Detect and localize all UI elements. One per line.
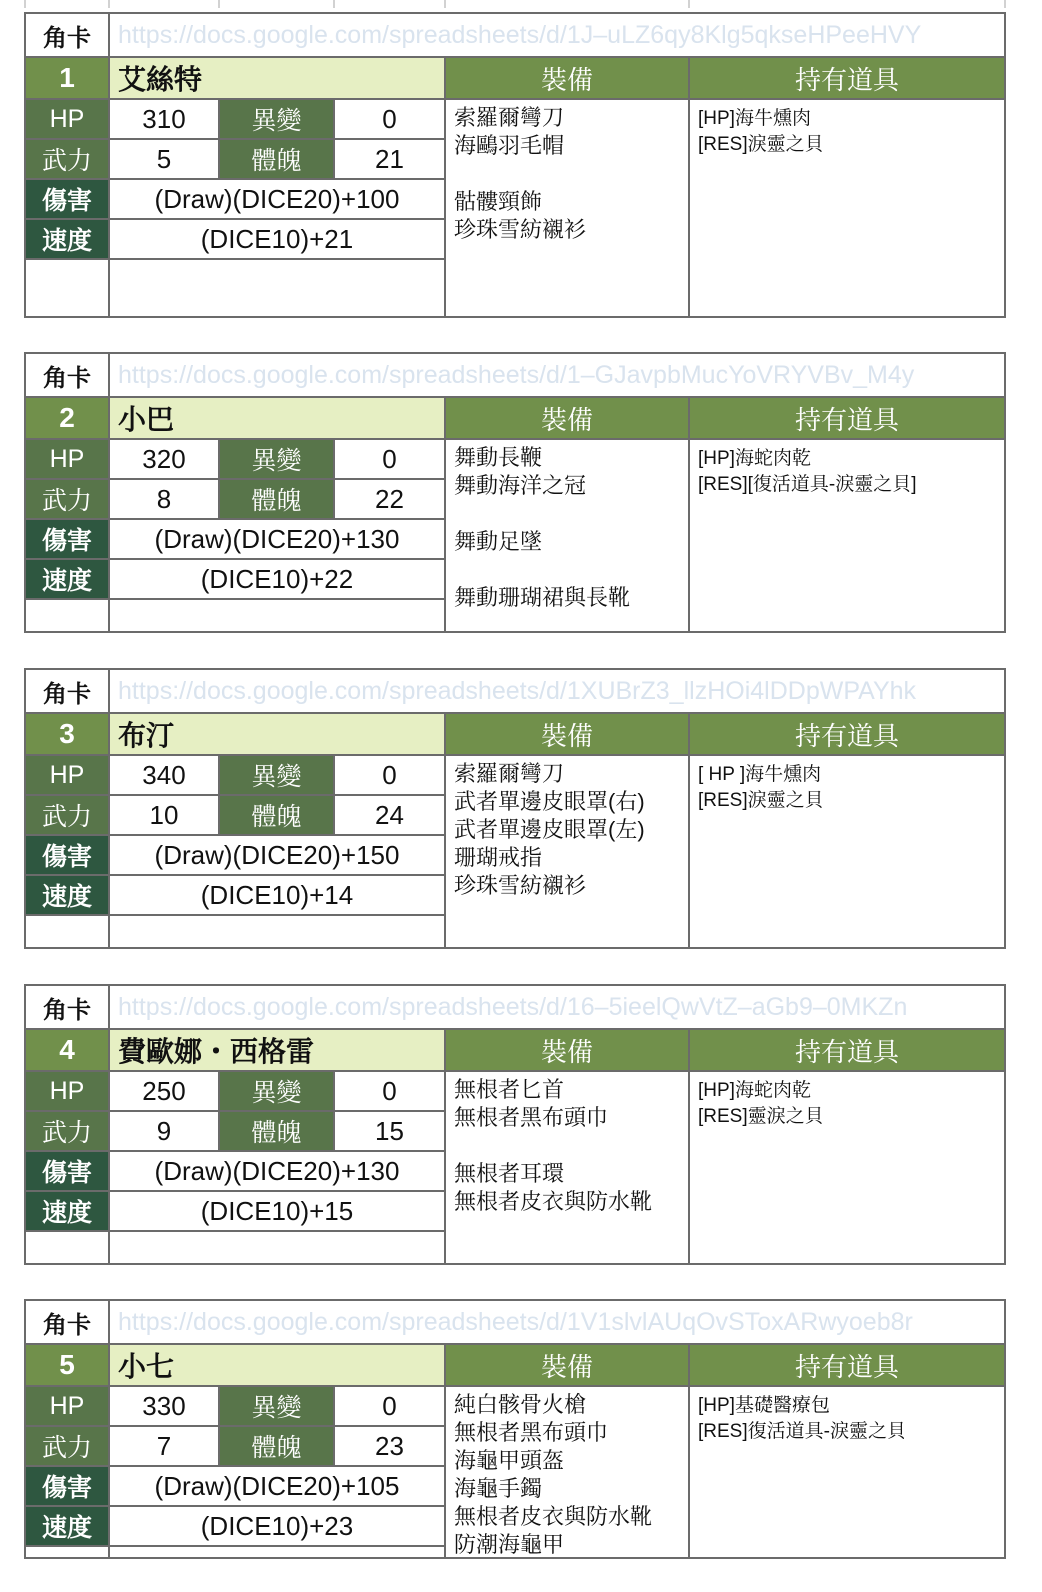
mutation-value: 0 [335, 1387, 444, 1425]
equip-header: 裝備 [446, 1030, 688, 1070]
mutation-label: 異變 [220, 1072, 333, 1110]
force-label: 武力 [26, 796, 108, 834]
speed-value: (DICE10)+22 [110, 560, 444, 598]
hp-value: 340 [110, 756, 218, 794]
items-header: 持有道具 [690, 1030, 1004, 1070]
speed-value: (DICE10)+23 [110, 1507, 444, 1545]
force-label: 武力 [26, 140, 108, 178]
items-header: 持有道具 [690, 1345, 1004, 1385]
hp-label: HP [26, 1387, 108, 1425]
card-label: 角卡 [26, 14, 108, 56]
held-items-list [690, 1387, 1004, 1557]
damage-value: (Draw)(DICE20)+105 [110, 1467, 444, 1505]
equipment-item: 舞動珊瑚裙與長靴 [454, 585, 631, 610]
empty-cell [110, 260, 444, 316]
items-header: 持有道具 [690, 398, 1004, 438]
equipment-item: 武者單邊皮眼罩(左) [454, 817, 645, 842]
damage-value: (Draw)(DICE20)+100 [110, 180, 444, 218]
physique-label: 體魄 [220, 480, 333, 518]
mutation-label: 異變 [220, 1387, 333, 1425]
held-item: [HP]海牛燻肉 [698, 108, 811, 129]
equip-header: 裝備 [446, 714, 688, 754]
physique-value: 24 [335, 796, 444, 834]
equipment-item: 防潮海龜甲 [454, 1532, 565, 1557]
empty-cell [110, 1232, 444, 1263]
damage-label: 傷害 [26, 520, 108, 558]
equipment-item: 無根者黑布頭巾 [454, 1420, 609, 1445]
character-card [24, 352, 1006, 633]
physique-value: 15 [335, 1112, 444, 1150]
damage-value: (Draw)(DICE20)+130 [110, 520, 444, 558]
equipment-item: 海鷗羽毛帽 [454, 133, 565, 158]
equipment-item: 舞動海洋之冠 [454, 473, 587, 498]
damage-value: (Draw)(DICE20)+150 [110, 836, 444, 874]
empty-cell [110, 916, 444, 947]
character-name: 小七 [110, 1345, 444, 1385]
empty-cell [110, 600, 444, 631]
equipment-item: 珊瑚戒指 [454, 845, 543, 870]
hp-value: 310 [110, 100, 218, 138]
equipment-item: 索羅爾彎刀 [454, 105, 565, 130]
held-items-list [690, 100, 1004, 316]
force-label: 武力 [26, 1112, 108, 1150]
empty-cell [26, 1547, 108, 1557]
card-number: 2 [26, 398, 108, 438]
held-item: [HP]海蛇肉乾 [698, 448, 811, 469]
force-label: 武力 [26, 480, 108, 518]
mutation-label: 異變 [220, 100, 333, 138]
held-items-list [690, 1072, 1004, 1263]
speed-value: (DICE10)+14 [110, 876, 444, 914]
equipment-list [446, 1072, 688, 1263]
equipment-item: 舞動足墜 [454, 529, 543, 554]
held-item: [ HP ]海牛燻肉 [698, 764, 822, 785]
physique-value: 22 [335, 480, 444, 518]
previous-row-remnant [0, 0, 1042, 10]
character-card [24, 12, 1006, 318]
card-number: 3 [26, 714, 108, 754]
character-card [24, 1299, 1006, 1559]
force-label: 武力 [26, 1427, 108, 1465]
physique-value: 21 [335, 140, 444, 178]
held-item: [RES]淚靈之貝 [698, 134, 824, 155]
equipment-item: 珍珠雪紡襯衫 [454, 217, 587, 242]
speed-value: (DICE10)+15 [110, 1192, 444, 1230]
equipment-item: 海龜甲頭盔 [454, 1448, 565, 1473]
sheet-link[interactable]: https://docs.google.com/spreadsheets/d/1J–uLZ6qy8Klg5qkseHPeeHVY [110, 14, 1004, 56]
held-item: [HP]海蛇肉乾 [698, 1080, 811, 1101]
mutation-value: 0 [335, 756, 444, 794]
equip-header: 裝備 [446, 398, 688, 438]
damage-label: 傷害 [26, 836, 108, 874]
equipment-item: 武者單邊皮眼罩(右) [454, 789, 645, 814]
hp-value: 330 [110, 1387, 218, 1425]
equipment-item: 無根者匕首 [454, 1077, 565, 1102]
items-header: 持有道具 [690, 58, 1004, 98]
force-value: 8 [110, 480, 218, 518]
physique-value: 23 [335, 1427, 444, 1465]
empty-cell [26, 1232, 108, 1263]
character-name: 小巴 [110, 398, 444, 438]
damage-value: (Draw)(DICE20)+130 [110, 1152, 444, 1190]
damage-label: 傷害 [26, 1467, 108, 1505]
card-number: 5 [26, 1345, 108, 1385]
equipment-item: 無根者黑布頭巾 [454, 1105, 609, 1130]
equipment-item: 骷髏頸飾 [454, 189, 543, 214]
physique-label: 體魄 [220, 1427, 333, 1465]
hp-label: HP [26, 1072, 108, 1110]
speed-label: 速度 [26, 220, 108, 258]
card-label: 角卡 [26, 354, 108, 396]
equipment-item: 海龜手鐲 [454, 1476, 543, 1501]
card-label: 角卡 [26, 1301, 108, 1343]
sheet-link[interactable]: https://docs.google.com/spreadsheets/d/1–GJavpbMucYoVRYVBv_M4y [110, 354, 1004, 396]
equip-header: 裝備 [446, 1345, 688, 1385]
mutation-label: 異變 [220, 756, 333, 794]
sheet-link[interactable]: https://docs.google.com/spreadsheets/d/16–5ieelQwVtZ–aGb9–0MKZn [110, 986, 1004, 1028]
sheet-link[interactable]: https://docs.google.com/spreadsheets/d/1XUBrZ3_llzHOi4lDDpWPAYhk [110, 670, 1004, 712]
speed-label: 速度 [26, 876, 108, 914]
mutation-value: 0 [335, 1072, 444, 1110]
items-header: 持有道具 [690, 714, 1004, 754]
equip-header: 裝備 [446, 58, 688, 98]
character-card [24, 984, 1006, 1265]
force-value: 5 [110, 140, 218, 178]
empty-cell [26, 260, 108, 316]
held-item: [RES][復活道具-淚靈之貝] [698, 474, 917, 495]
physique-label: 體魄 [220, 140, 333, 178]
equipment-item: 索羅爾彎刀 [454, 761, 565, 786]
speed-label: 速度 [26, 1192, 108, 1230]
empty-cell [26, 916, 108, 947]
damage-label: 傷害 [26, 180, 108, 218]
equipment-item: 珍珠雪紡襯衫 [454, 873, 587, 898]
equipment-item: 無根者皮衣與防水靴 [454, 1504, 653, 1529]
card-label: 角卡 [26, 670, 108, 712]
held-items-list [690, 756, 1004, 947]
hp-value: 320 [110, 440, 218, 478]
physique-label: 體魄 [220, 1112, 333, 1150]
hp-value: 250 [110, 1072, 218, 1110]
equipment-list [446, 756, 688, 947]
held-item: [RES]淚靈之貝 [698, 790, 824, 811]
character-card [24, 668, 1006, 949]
speed-value: (DICE10)+21 [110, 220, 444, 258]
force-value: 7 [110, 1427, 218, 1465]
mutation-value: 0 [335, 440, 444, 478]
held-item: [HP]基礎醫療包 [698, 1395, 830, 1416]
speed-label: 速度 [26, 560, 108, 598]
empty-cell [110, 1547, 444, 1557]
equipment-item: 無根者耳環 [454, 1161, 565, 1186]
held-items-list [690, 440, 1004, 631]
speed-label: 速度 [26, 1507, 108, 1545]
empty-cell [26, 600, 108, 631]
character-name: 費歐娜・西格雷 [110, 1030, 444, 1070]
held-item: [RES]靈淚之貝 [698, 1106, 824, 1127]
equipment-item: 無根者皮衣與防水靴 [454, 1189, 653, 1214]
mutation-value: 0 [335, 100, 444, 138]
equipment-item: 舞動長鞭 [454, 445, 543, 470]
card-number: 4 [26, 1030, 108, 1070]
damage-label: 傷害 [26, 1152, 108, 1190]
sheet-link[interactable]: https://docs.google.com/spreadsheets/d/1V1slvlAUqOvSToxARwyoeb8r [110, 1301, 1004, 1343]
force-value: 9 [110, 1112, 218, 1150]
mutation-label: 異變 [220, 440, 333, 478]
hp-label: HP [26, 100, 108, 138]
hp-label: HP [26, 756, 108, 794]
force-value: 10 [110, 796, 218, 834]
card-label: 角卡 [26, 986, 108, 1028]
held-item: [RES]復活道具-淚靈之貝 [698, 1421, 906, 1442]
hp-label: HP [26, 440, 108, 478]
equipment-list [446, 440, 688, 631]
character-name: 布汀 [110, 714, 444, 754]
physique-label: 體魄 [220, 796, 333, 834]
character-name: 艾絲特 [110, 58, 444, 98]
card-number: 1 [26, 58, 108, 98]
equipment-list [446, 100, 688, 316]
equipment-item: 純白骸骨火槍 [454, 1392, 587, 1417]
equipment-list [446, 1387, 688, 1557]
